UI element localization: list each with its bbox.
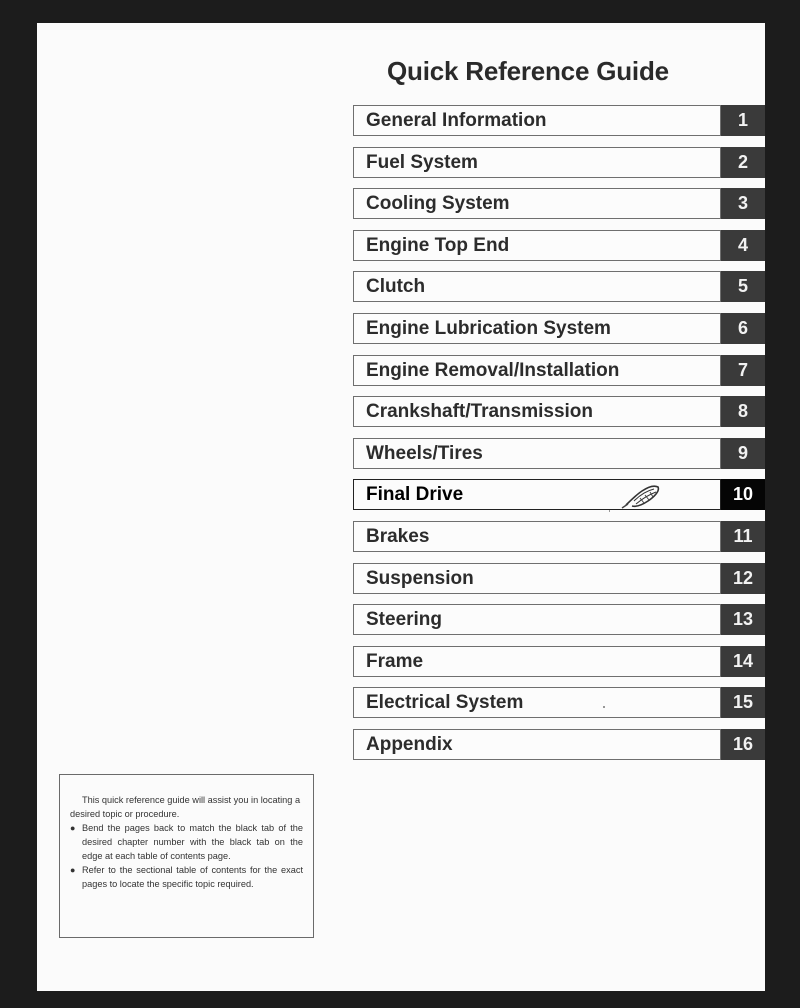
chapter-label-box[interactable]: [353, 105, 721, 136]
chapter-tab[interactable]: 15: [721, 687, 765, 718]
chapter-tab[interactable]: 16: [721, 729, 765, 760]
chapter-tab[interactable]: 10: [721, 479, 765, 510]
chapter-label-box[interactable]: [353, 271, 721, 302]
chapter-label-box[interactable]: [353, 147, 721, 178]
chapter-tab[interactable]: 14: [721, 646, 765, 677]
chapter-label-box[interactable]: [353, 230, 721, 261]
chapter-label: Engine Lubrication System: [366, 318, 611, 339]
chapter-label-box[interactable]: [353, 479, 721, 510]
chapter-tab[interactable]: 11: [721, 521, 765, 552]
chapter-label-box[interactable]: [353, 188, 721, 219]
chapter-row[interactable]: [353, 355, 765, 386]
chapter-label: Suspension: [366, 568, 474, 589]
chapter-tab[interactable]: 9: [721, 438, 765, 469]
chapter-row[interactable]: [353, 646, 765, 677]
chapter-label-box[interactable]: [353, 521, 721, 552]
chapter-label: Crankshaft/Transmission: [366, 401, 594, 422]
chapter-row[interactable]: [353, 230, 765, 261]
hand-drawn-scribble-icon: [620, 481, 664, 511]
chapter-label: Engine Top End: [366, 235, 510, 256]
chapter-row[interactable]: [353, 438, 765, 469]
chapter-label-box[interactable]: [353, 438, 721, 469]
chapter-tab[interactable]: 3: [721, 188, 765, 219]
note-bullet: ● Bend the pages back to match the black tab of the desired chapter number with the black tab on the edge at each table of contents page.: [70, 823, 303, 861]
chapter-tab[interactable]: 13: [721, 604, 765, 635]
chapter-row[interactable]: [353, 521, 765, 552]
chapter-label: Steering: [366, 609, 443, 630]
chapter-tab[interactable]: 4: [721, 230, 765, 261]
scan-speck: [609, 510, 610, 512]
chapter-row[interactable]: [353, 479, 765, 510]
page-title: Quick Reference Guide: [387, 56, 669, 86]
chapter-row[interactable]: [353, 313, 765, 344]
chapter-label-box[interactable]: [353, 563, 721, 594]
chapter-tab[interactable]: 12: [721, 563, 765, 594]
note-bullet: ● Refer to the sectional table of contents for the exact pages to locate the specific topic required.: [70, 865, 303, 889]
usage-note-box: [59, 774, 314, 938]
chapter-label: Brakes: [366, 526, 430, 547]
chapter-tab[interactable]: 8: [721, 396, 765, 427]
chapter-label: Cooling System: [366, 193, 510, 214]
chapter-label: Electrical System: [366, 692, 524, 713]
chapter-row[interactable]: [353, 188, 765, 219]
bullet-icon: ●: [70, 823, 76, 833]
chapter-row[interactable]: [353, 396, 765, 427]
chapter-label: Engine Removal/Installation: [366, 360, 620, 381]
chapter-row[interactable]: [353, 271, 765, 302]
chapter-label-box[interactable]: [353, 687, 721, 718]
chapter-row[interactable]: [353, 563, 765, 594]
chapter-label: Appendix: [366, 734, 453, 755]
chapter-tab[interactable]: 2: [721, 147, 765, 178]
chapter-tab[interactable]: 6: [721, 313, 765, 344]
chapter-label-box[interactable]: [353, 646, 721, 677]
chapter-row[interactable]: [353, 687, 765, 718]
chapter-label: General Information: [366, 110, 547, 131]
chapter-row[interactable]: [353, 105, 765, 136]
bullet-icon: ●: [70, 865, 76, 875]
chapter-label-box[interactable]: [353, 604, 721, 635]
note-intro: This quick reference guide will assist you in locating a desired topic or procedure.: [70, 795, 301, 819]
chapter-label: Clutch: [366, 276, 426, 297]
chapter-label-box[interactable]: [353, 729, 721, 760]
chapter-label-box[interactable]: [353, 396, 721, 427]
chapter-label: Final Drive: [366, 484, 464, 505]
chapter-label: Frame: [366, 651, 424, 672]
chapter-label-box[interactable]: [353, 313, 721, 344]
chapter-row[interactable]: [353, 604, 765, 635]
chapter-tab[interactable]: 7: [721, 355, 765, 386]
chapter-row[interactable]: [353, 729, 765, 760]
scan-speck: [603, 706, 605, 708]
chapter-row[interactable]: [353, 147, 765, 178]
chapter-tab[interactable]: 1: [721, 105, 765, 136]
chapter-label: Wheels/Tires: [366, 443, 483, 464]
chapter-tab[interactable]: 5: [721, 271, 765, 302]
chapter-label: Fuel System: [366, 152, 478, 173]
chapter-label-box[interactable]: [353, 355, 721, 386]
manual-page: [37, 23, 765, 991]
